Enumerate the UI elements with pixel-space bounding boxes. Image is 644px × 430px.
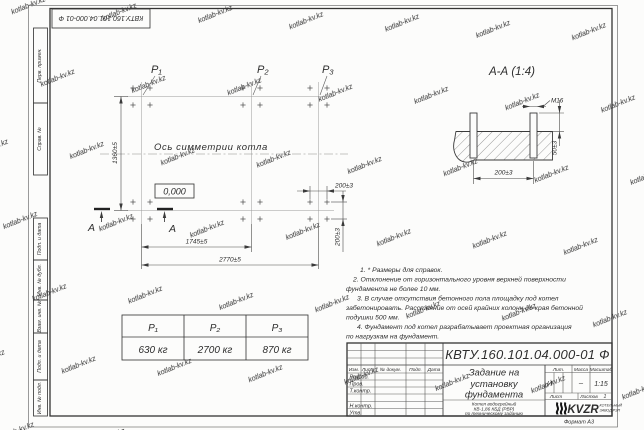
row-prov: Пров. — [349, 381, 364, 388]
scale-value: 1:15 — [594, 381, 608, 388]
title-block-designation: КВТУ.160.101.04.000-01 Ф — [445, 347, 610, 362]
dim-1745-label: 1745±5 — [185, 238, 208, 246]
note-line: 4. Фундамент под котел разрабатывает проектная организация — [357, 324, 572, 331]
company-name-line: ЗАВОД РЭП — [599, 408, 621, 413]
top-designation-label: КВТУ.160.101.04.000-01 Ф — [58, 14, 144, 21]
margin-label: Подп. и дата — [37, 222, 43, 256]
logo-text: KVZR — [567, 404, 599, 416]
note-line: забетонировать. Расстояние от осей крайних колонн до края бетонной — [346, 305, 583, 312]
section-letter: А — [169, 223, 177, 235]
sheets-label: Листов — [580, 395, 598, 401]
p2-label: P₂ — [257, 64, 269, 76]
note-line: 3. В случае отсутствия бетонного пола площадку под котел — [357, 295, 559, 303]
zero-mark-value: 0,000 — [163, 186, 186, 197]
col-data: Дата — [427, 368, 441, 373]
company-name-line: КОТЕЛЬНЫЙ — [599, 403, 623, 408]
concrete-pad — [454, 132, 553, 163]
table-value-p2: 2700 кг — [197, 345, 233, 356]
section-title: А-А (1:4) — [488, 66, 536, 78]
dim-200-section-label: 200±3 — [494, 169, 513, 177]
table-value-p1: 630 кг — [138, 345, 168, 356]
margin-label: Подп. и дата — [37, 340, 43, 373]
doc-title-line: фундамента — [464, 389, 524, 401]
note-line: 1. * Размеры для справок. — [360, 267, 443, 274]
format-label: Формат А3 — [563, 419, 595, 426]
doc-subtitle-line: Котел водогрейный — [471, 401, 517, 407]
sheets-value: 1 — [603, 394, 607, 401]
doc-title-line: Задание на — [468, 367, 520, 379]
dim-1360-label: 1360±5 — [112, 142, 119, 164]
row-razrab: Разраб. — [349, 374, 370, 381]
dim-m16-label: М16 — [551, 97, 564, 105]
table-value-p3: 870 кг — [262, 345, 292, 356]
margin-label: Инв. № дубл. — [37, 264, 43, 296]
dim-200v-label: 200±3 — [334, 227, 342, 247]
dim-2770-label: 2770±5 — [219, 256, 241, 264]
anchor-bolt-left — [470, 113, 477, 158]
section-letter: А — [88, 222, 96, 234]
p1-label: P₁ — [151, 64, 162, 76]
row-utv: Утв. — [349, 410, 362, 417]
col-podp: Подп. — [409, 368, 422, 373]
col-list: Лист — [361, 368, 375, 373]
note-line: фундамента не более 10 мм. — [346, 286, 441, 293]
row-nkontr: Н.контр. — [349, 403, 373, 410]
col-izm: Изм. — [348, 368, 360, 373]
table-header-p3: P₃ — [271, 323, 283, 334]
p3-label: P₃ — [322, 64, 334, 76]
dim-50-label: 50±3 — [551, 140, 559, 156]
lit-value: И — [546, 379, 553, 388]
note-line: подушки 500 мм. — [346, 314, 400, 322]
col-ndokum: № докум. — [379, 368, 402, 373]
axis-of-symmetry-label: Ось симметрии котла — [154, 142, 268, 153]
margin-label: Справ. № — [37, 127, 43, 151]
doc-subtitle-line: по техническому заданию — [465, 411, 523, 417]
mass-value: – — [578, 378, 584, 387]
table-header-p1: P₁ — [148, 323, 158, 334]
doc-title-line: установку — [470, 379, 518, 390]
mass-label: Масса — [573, 367, 589, 373]
note-line: 2. Отклонение от горизонтального уровня верхней поверхности — [353, 276, 566, 284]
scale-label: Масштаб — [589, 367, 613, 373]
margin-label: Перв. примен. — [37, 48, 43, 83]
doc-subtitle-line: КВ-1,86 КБД (РВР) — [473, 406, 515, 412]
lit-label: Лит. — [552, 367, 565, 373]
margin-label: Инв. № подл. — [37, 381, 43, 415]
sheet-label: Лист — [549, 395, 563, 401]
row-tkontr: Т.контр. — [349, 388, 372, 395]
table-header-p2: P₂ — [209, 323, 221, 334]
margin-label: Взам. инв. № — [37, 300, 43, 333]
dim-200h-label: 200±3 — [335, 182, 354, 190]
anchor-bolt-right — [530, 113, 537, 158]
note-line: по нагрузкам на фундамент. — [346, 333, 440, 341]
